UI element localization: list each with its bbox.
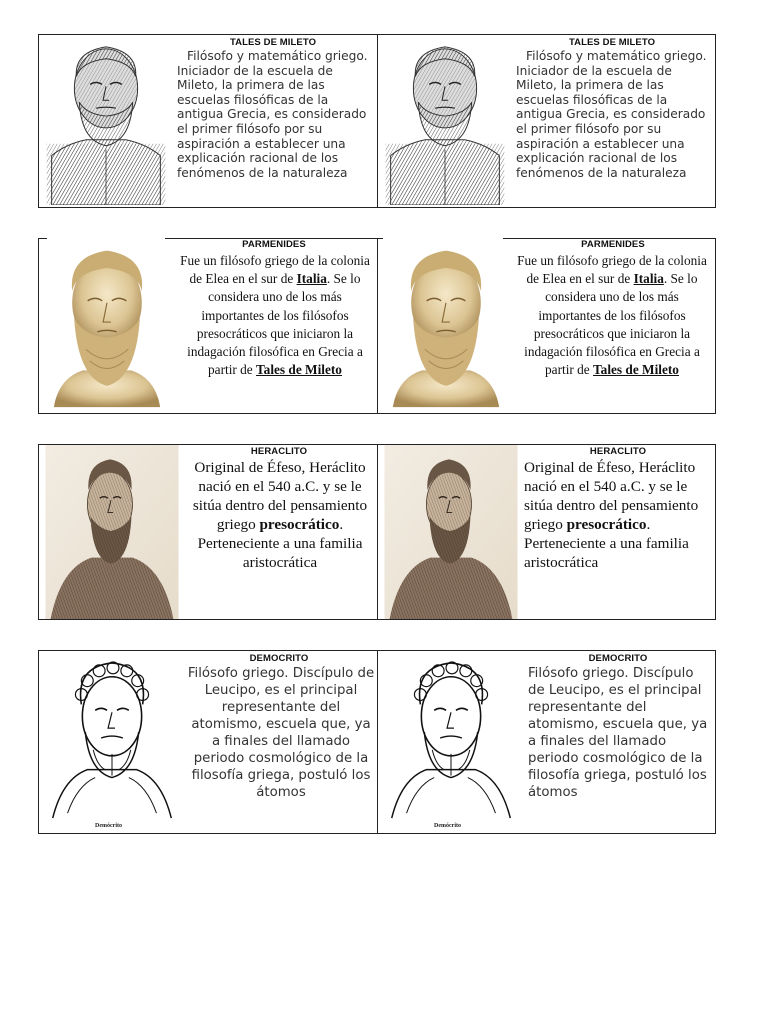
card-text: Filósofo y matemático griego. Iniciador de la escuela de Mileto, la primera de las escuelas filosóficas de la antigua Grecia, es considerado el primer filósofo por su aspiración a establecer una explicación racional de los fenómenos de la naturaleza xyxy=(177,49,368,180)
card-parmenides-left xyxy=(39,238,377,413)
text-part: . Se lo considera uno de los más importantes de los filósofos presocráticos que iniciaron la indagación filosófica en Grecia a partir de xyxy=(187,271,363,378)
card-title: TALES DE MILETO xyxy=(229,37,317,48)
democrito-portrait-icon xyxy=(45,655,179,823)
card-tales-right xyxy=(378,35,716,207)
card-democrito-left xyxy=(39,651,377,833)
card-title: DEMOCRITO xyxy=(249,653,309,664)
card-row-heraclito xyxy=(38,444,716,620)
text-part: Fue un filósofo griego de la colonia de Elea en el sur de xyxy=(517,253,707,287)
card-title: DEMOCRITO xyxy=(588,653,648,664)
portrait-caption: Demócrito xyxy=(95,823,122,829)
card-text: Filósofo griego. Discípulo de Leucipo, es el principal representante del atomismo, escuela que, ya a finales del llamado periodo cosmológico de la filosofía griega, postuló los átomos xyxy=(528,666,708,800)
card-text xyxy=(177,252,373,379)
tales-bust-icon xyxy=(385,37,505,205)
tales-link[interactable]: Tales de Mileto xyxy=(593,362,679,378)
text-part: Original de Éfeso, Heráclito nació en el 540 a.C. y se le sitúa dentro del pensamiento griego xyxy=(524,459,699,533)
card-democrito-right xyxy=(378,651,716,833)
italia-link[interactable]: Italia xyxy=(296,271,327,287)
card-heraclito-left xyxy=(39,445,377,619)
card-title: PARMENIDES xyxy=(581,239,645,250)
bold-term: presocrático xyxy=(566,516,647,533)
card-text xyxy=(514,252,710,379)
text-part: . Se lo considera uno de los más importantes de los filósofos presocráticos que iniciaron la indagación filosófica en Grecia a partir de xyxy=(524,271,700,378)
democrito-portrait-icon xyxy=(384,655,518,823)
card-title: HERACLITO xyxy=(250,446,308,457)
card-parmenides-right xyxy=(378,238,716,413)
card-text: Filósofo griego. Discípulo de Leucipo, es el principal representante del atomismo, escuela que, ya a finales del llamado periodo cosmológico de la filosofía griega, postuló los átomos xyxy=(187,666,375,800)
heraclito-portrait-icon xyxy=(384,445,518,619)
text-part: Fue un filósofo griego de la colonia de Elea en el sur de xyxy=(180,253,370,287)
text-part: . Perteneciente a una familia aristocrática xyxy=(197,516,363,571)
card-text xyxy=(524,458,714,572)
card-text: Filósofo y matemático griego. Iniciador de la escuela de Mileto, la primera de las escuelas filosóficas de la antigua Grecia, es considerado el primer filósofo por su aspiración a establecer una explicación racional de los fenómenos de la naturaleza xyxy=(516,49,707,180)
italia-link[interactable]: Italia xyxy=(633,271,664,287)
bold-term: presocrático xyxy=(259,516,340,533)
text-part: . Perteneciente a una familia aristocrática xyxy=(524,516,689,571)
card-tales-left xyxy=(39,35,377,207)
heraclito-portrait-icon xyxy=(45,445,179,619)
text-part: Original de Éfeso, Heráclito nació en el 540 a.C. y se le sitúa dentro del pensamiento griego xyxy=(192,459,368,533)
card-title: HERACLITO xyxy=(589,446,647,457)
tales-link[interactable]: Tales de Mileto xyxy=(256,362,342,378)
portrait-caption: Demócrito xyxy=(434,823,461,829)
card-heraclito-right xyxy=(378,445,716,619)
card-title: PARMENIDES xyxy=(242,239,306,250)
parmenides-bust-icon xyxy=(388,240,504,410)
card-row-tales xyxy=(38,34,716,208)
card-title: TALES DE MILETO xyxy=(568,37,656,48)
tales-bust-icon xyxy=(46,37,166,205)
parmenides-bust-icon xyxy=(49,240,165,410)
card-row-democrito xyxy=(38,650,716,834)
card-text xyxy=(185,458,375,572)
card-row-parmenides xyxy=(38,238,716,414)
